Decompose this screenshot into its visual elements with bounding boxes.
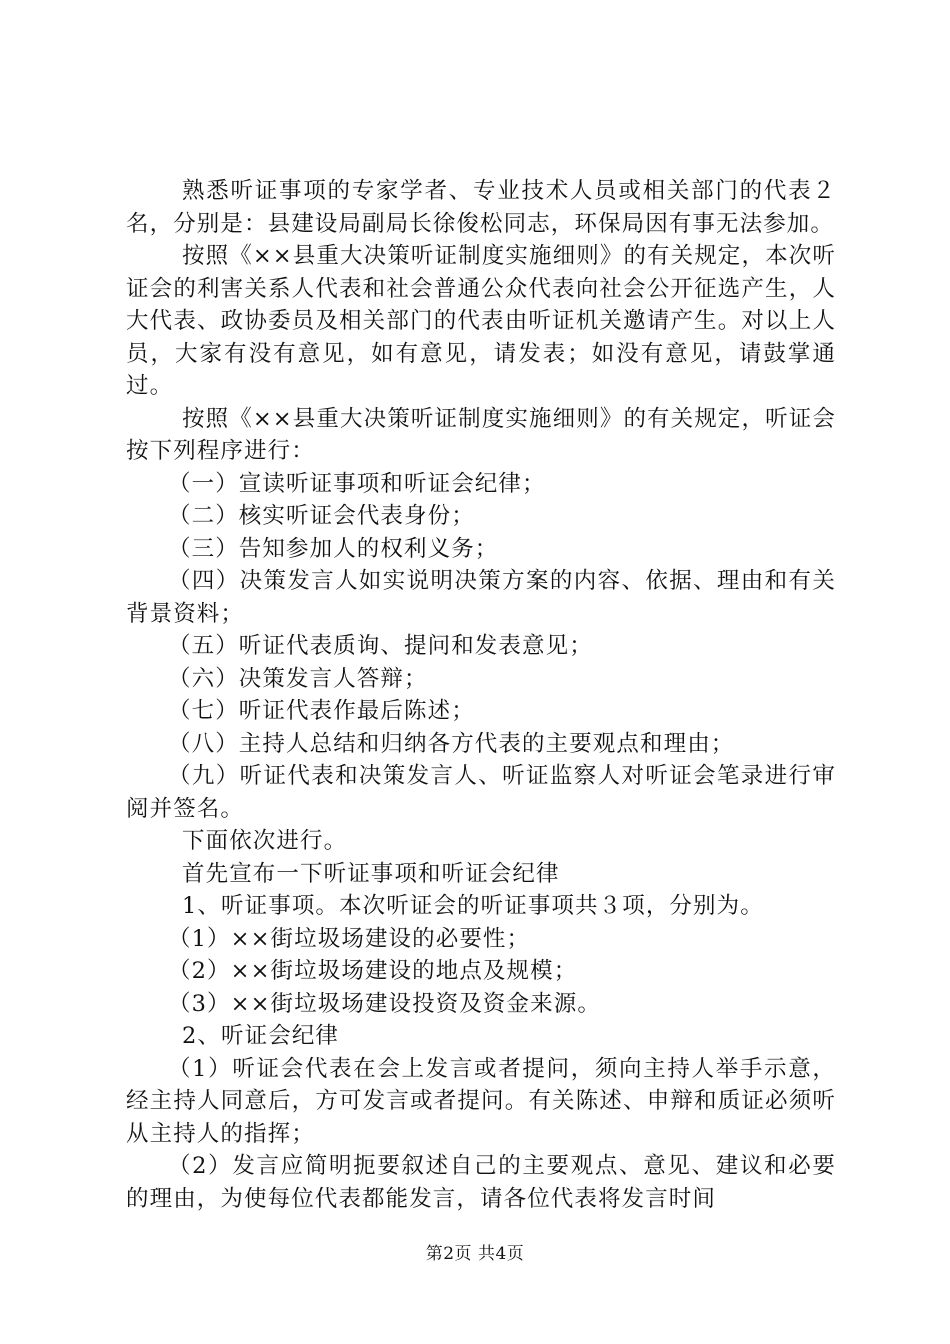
hearing-matter-3: （3）××街垃圾场建设投资及资金来源。 bbox=[168, 990, 601, 1017]
procedure-step-7: （七）听证代表作最后陈述； bbox=[168, 698, 475, 724]
paragraph-experts: 熟悉听证事项的专家学者、专业技术人员或相关部门的代表２名，分别是：县建设局副局长徐俊松同志，环保局因有事无法参加。 bbox=[126, 178, 836, 237]
paragraph-representatives: 按照《××县重大决策听证制度实施细则》的有关规定，本次听证会的利害关系人代表和社会普通公众代表向社会公开征选产生，人大代表、政协委员及相关部门的代表由听证机关邀请产生。对以上人员，大家有没有意见，如有意见，请发表；如没有意见，请鼓掌通过。 bbox=[126, 243, 836, 399]
hearing-matter-1: （1）××街垃圾场建设的必要性； bbox=[168, 925, 531, 952]
procedure-step-3: （三）告知参加人的权利义务； bbox=[168, 535, 499, 562]
page-number-label: 第2页 共4页 bbox=[425, 1244, 525, 1264]
procedure-step-5: （五）听证代表质询、提问和发表意见； bbox=[168, 633, 593, 659]
procedure-step-9: （九）听证代表和决策发言人、听证监察人对听证会笔录进行审阅并签名。 bbox=[126, 763, 836, 822]
document-body bbox=[126, 175, 836, 1215]
procedure-step-2: （二）核实听证会代表身份； bbox=[168, 503, 475, 529]
procedure-step-4: （四）决策发言人如实说明决策方案的内容、依据、理由和有关背景资料； bbox=[126, 568, 836, 627]
procedure-step-6: （六）决策发言人答辩； bbox=[168, 665, 428, 692]
discipline-rule-1: （1）听证会代表在会上发言或者提问，须向主持人举手示意，经主持人同意后，方可发言或者提问。有关陈述、申辩和质证必须听从主持人的指挥； bbox=[126, 1055, 836, 1147]
discipline-rule-2: （2）发言应简明扼要叙述自己的主要观点、意见、建议和必要的理由，为使每位代表都能发言，请各位代表将发言时间 bbox=[126, 1153, 836, 1212]
procedure-step-1: （一）宣读听证事项和听证会纪律； bbox=[168, 470, 546, 497]
hearing-matter-2: （2）××街垃圾场建设的地点及规模； bbox=[168, 958, 578, 984]
page-footer bbox=[0, 1244, 950, 1264]
paragraph-procedure-intro: 按照《××县重大决策听证制度实施细则》的有关规定，听证会按下列程序进行： bbox=[126, 405, 836, 464]
section-hearing-matters: 1、听证事项。本次听证会的听证事项共３项，分别为。 bbox=[182, 893, 764, 919]
paragraph-proceed: 下面依次进行。 bbox=[182, 828, 348, 854]
procedure-step-8: （八）主持人总结和归纳各方代表的主要观点和理由； bbox=[168, 730, 735, 757]
section-hearing-discipline: 2、听证会纪律 bbox=[182, 1023, 340, 1049]
paragraph-announce: 首先宣布一下听证事项和听证会纪律 bbox=[182, 860, 560, 887]
